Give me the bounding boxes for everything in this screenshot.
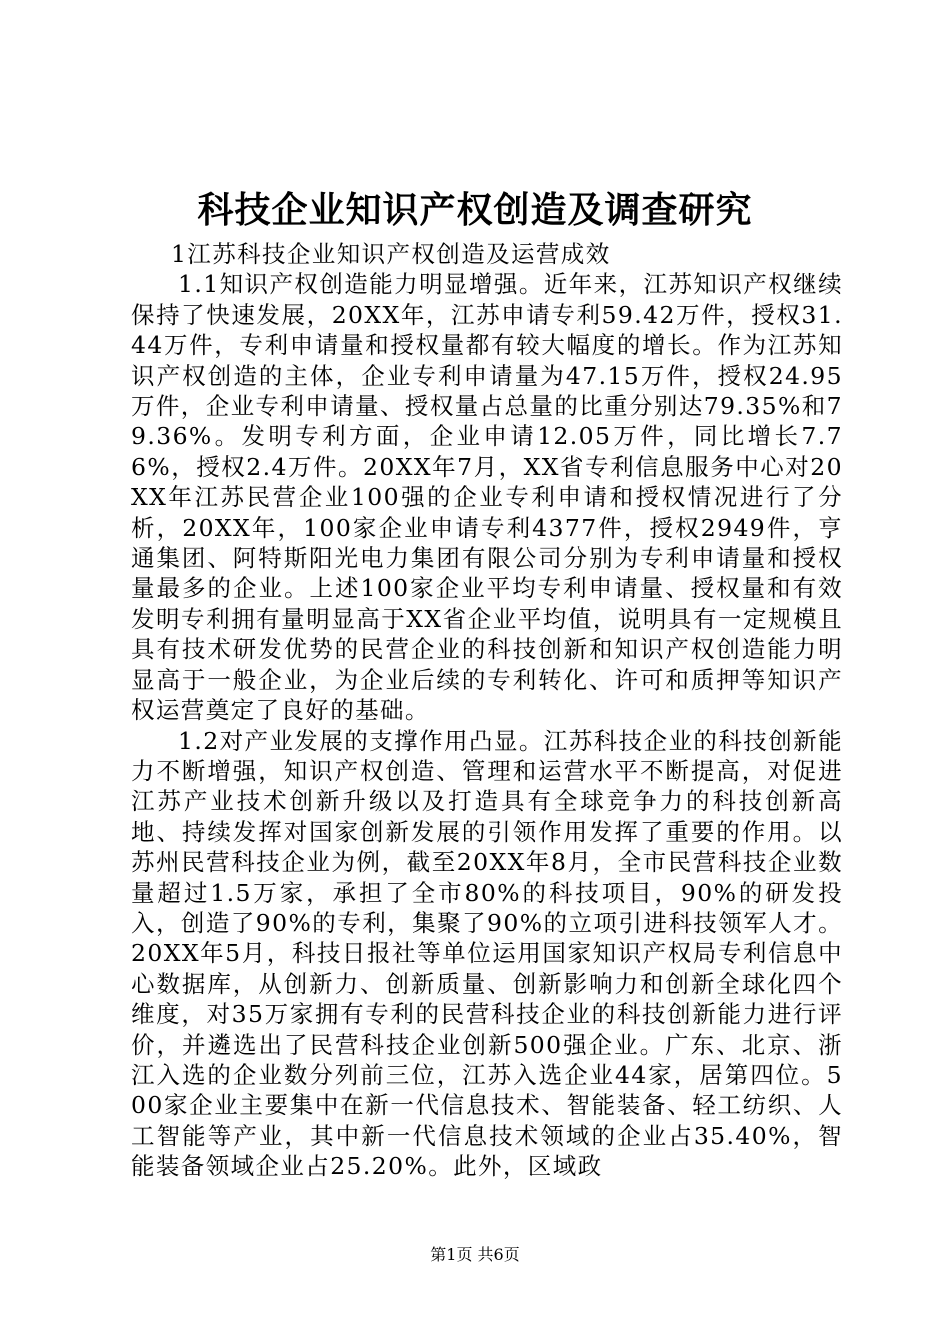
page-footer: 第1页 共6页 xyxy=(430,1245,520,1264)
document-body xyxy=(131,239,843,1182)
section-heading: 1江苏科技企业知识产权创造及运营成效 xyxy=(170,240,611,268)
paragraph-1-2: 1.2对产业发展的支撑作用凸显。江苏科技企业的科技创新能力不断增强，知识产权创造、管理和运营水平不断提高，对促进江苏产业技术创新升级以及打造具有全球竞争力的科技创新高地、持续发挥对国家创新发展的引领作用发挥了重要的作用。以苏州民营科技企业为例，截至20XX年8月，全市民营科技企业数量超过1.5万家，承担了全市80%的科技项目，90%的研发投入，创造了90%的专利，集聚了90%的立项引进科技领军人才。20XX年5月，科技日报社等单位运用国家知识产权局专利信息中心数据库，从创新力、创新质量、创新影响力和创新全球化四个维度，对35万家拥有专利的民营科技企业的科技创新能力进行评价，并遴选出了民营科技企业创新500强企业。广东、北京、浙江入选的企业数分列前三位，江苏入选企业44家，居第四位。500家企业主要集中在新一代信息技术、智能装备、轻工纺织、人工智能等产业，其中新一代信息技术领域的企业占35.40%，智能装备领域企业占25.20%。此外，区域政 xyxy=(131,726,843,1181)
document-title: 科技企业知识产权创造及调查研究 xyxy=(197,189,753,231)
paragraph-1-1: 1.1知识产权创造能力明显增强。近年来，江苏知识产权继续保持了快速发展，20XX年，江苏申请专利59.42万件，授权31.44万件，专利申请量和授权量都有较大幅度的增长。作为江苏知识产权创造的主体，企业专利申请量为47.15万件，授权24.95万件，企业专利申请量、授权量占总量的比重分别达79.35%和79.36%。发明专利方面，企业申请12.05万件，同比增长7.76%，授权2.4万件。20XX年7月，XX省专利信息服务中心对20XX年江苏民营企业100强的企业专利申请和授权情况进行了分析，20XX年，100家企业申请专利4377件，授权2949件，亨通集团、阿特斯阳光电力集团有限公司分别为专利申请量和授权量最多的企业。上述100家企业平均专利申请量、授权量和有效发明专利拥有量明显高于XX省企业平均值，说明具有一定规模且具有技术研发优势的民营企业的科技创新和知识产权创造能力明显高于一般企业，为企业后续的专利转化、许可和质押等知识产权运营奠定了良好的基础。 xyxy=(131,270,843,725)
